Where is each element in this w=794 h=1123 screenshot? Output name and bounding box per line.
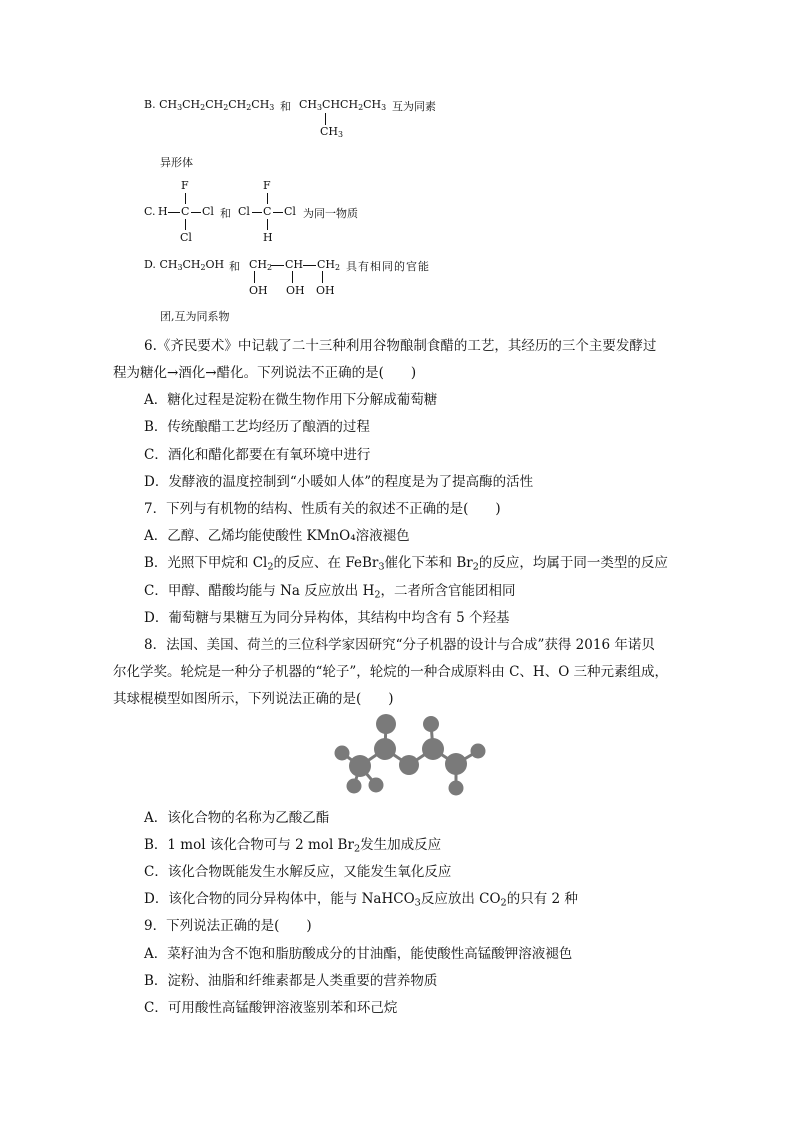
- hydrogen-atom: [369, 778, 384, 793]
- q6-option-a: A．糖化过程是淀粉在微生物作用下分解成葡萄糖: [144, 392, 438, 408]
- q5-option-c-letter: C.: [144, 205, 156, 218]
- model-atoms: [335, 714, 486, 796]
- oxygen-atom: [376, 714, 396, 734]
- q8-option-d: D．该化合物的同分异构体中，能与 NaHCO$_3$反应放出 $CO_2$的只有 2 种: [144, 891, 578, 909]
- atom-cl: Cl: [238, 205, 250, 218]
- q7-option-a: A．乙醇、乙烯均能使酸性 KMnO₄溶液褪色: [144, 528, 410, 544]
- q8-option-a: A．该化合物的名称为乙酸乙酯: [144, 810, 330, 826]
- q7-option-b: B．光照下甲烷和 $Cl_2$的反应、在 FeBr$_3$催化下苯和 $Br_2$的反应，均属于同一类型的反应: [144, 555, 668, 573]
- option-d-tail: 具有相同的官能: [346, 260, 430, 273]
- bond-line: [191, 212, 201, 213]
- and-word: 和: [220, 207, 231, 220]
- and-word: 和: [229, 260, 240, 273]
- bond-line: [325, 113, 326, 125]
- bond-line: [267, 193, 268, 204]
- branch-methyl: $CH_3$: [320, 125, 344, 140]
- q6-option-c: C．酒化和醋化都要在有氧环境中进行: [144, 447, 371, 463]
- q8-stem-line2: 尔化学奖。轮烷是一种分子机器的“轮子”，轮烷的一种合成原料由 C、H、O 三种元素组成，: [113, 664, 669, 680]
- atom-cl: Cl: [284, 205, 296, 218]
- bond-line: [267, 219, 268, 230]
- atom-h: H: [158, 205, 168, 218]
- hydroxyl: OH: [249, 284, 268, 297]
- hydroxyl: OH: [316, 284, 335, 297]
- bond-line: [252, 212, 262, 213]
- option-b-continuation: 异形体: [160, 156, 193, 169]
- bond-line: [168, 212, 180, 213]
- q6-stem-line2: 程为糖化→酒化→醋化。下列说法不正确的是( ): [113, 365, 417, 381]
- atom-c: C: [263, 205, 272, 218]
- ball-and-stick-model: [330, 708, 490, 800]
- and-word: 和: [280, 100, 291, 113]
- q9-option-c: C．可用酸性高锰酸钾溶液鉴别苯和环己烷: [144, 1000, 398, 1016]
- bond-line: [303, 265, 316, 266]
- oxygen-atom: [399, 755, 419, 775]
- bond-line: [322, 271, 323, 283]
- q7-option-d: D．葡萄糖与果糖互为同分异构体，其结构中均含有 5 个羟基: [144, 610, 510, 626]
- carbon-atom: [445, 753, 467, 775]
- atom-f: F: [263, 179, 271, 192]
- q7-option-c: C．甲醇、醋酸均能与 Na 反应放出 $H_2$，二者所含官能团相同: [144, 583, 516, 601]
- hydroxyl: OH: [286, 284, 305, 297]
- hydrogen-atom: [423, 716, 439, 732]
- option-c-tail: 为同一物质: [303, 207, 358, 220]
- carbon-atom: [374, 738, 396, 760]
- ethanol-formula: $CH_3CH_2OH$: [159, 258, 225, 273]
- q6-option-b: B．传统酿醋工艺均经历了酿酒的过程: [144, 419, 370, 435]
- q7-stem: 7．下列与有机物的结构、性质有关的叙述不正确的是( ): [144, 501, 501, 517]
- bond-line: [185, 193, 186, 204]
- hydrogen-atom: [449, 781, 464, 796]
- q6-option-d: D．发酵液的温度控制到“小暖如人体”的程度是为了提高酶的活性: [144, 474, 534, 490]
- q9-option-a: A．菜籽油为含不饱和脂肪酸成分的甘油酯，能使酸性高锰酸钾溶液褪色: [144, 946, 573, 962]
- q8-stem-line3: 其球棍模型如图所示，下列说法正确的是( ): [113, 691, 394, 707]
- bond-line: [292, 271, 293, 283]
- butane-formula: $CH_3CH_2CH_2CH_2CH_3$: [159, 98, 275, 113]
- q5-option-d: D. $CH_3CH_2OH$: [144, 258, 225, 273]
- bond-line: [254, 271, 255, 283]
- glycerol-ch2: $CH_2$: [317, 258, 341, 273]
- option-b-tail: 互为同素: [392, 100, 436, 113]
- bond-line: [185, 219, 186, 230]
- carbon-atom: [422, 738, 444, 760]
- atom-f: F: [181, 179, 189, 192]
- hydrogen-atom: [471, 744, 486, 759]
- q8-option-b: B．1 mol 该化合物可与 2 mol $Br_2$发生加成反应: [144, 837, 442, 855]
- atom-h: H: [263, 231, 273, 244]
- bond-line: [273, 212, 283, 213]
- atom-cl: Cl: [180, 231, 192, 244]
- q5-option-b: B. $CH_3CH_2CH_2CH_2CH_3$: [144, 98, 275, 113]
- q6-stem-line1: 6.《齐民要术》中记载了二十三种利用谷物酿制食醋的工艺，其经历的三个主要发酵过: [144, 338, 657, 354]
- q9-option-b: B．淀粉、油脂和纤维素都是人类重要的营养物质: [144, 973, 438, 989]
- hydrogen-atom: [347, 779, 362, 794]
- atom-cl: Cl: [202, 205, 214, 218]
- q9-stem: 9．下列说法正确的是( ): [144, 918, 312, 934]
- atom-c: C: [181, 205, 190, 218]
- glycerol-formula: $CH_2$: [249, 258, 273, 273]
- q8-stem-line1: 8．法国、美国、荷兰的三位科学家因研究“分子机器的设计与合成”获得 2016 年诺贝: [144, 637, 655, 653]
- isobutane-formula: $CH_3CHCH_2CH_3$: [299, 98, 387, 113]
- glycerol-ch: CH: [285, 258, 304, 271]
- bond-line: [271, 265, 284, 266]
- q8-option-c: C．该化合物既能发生水解反应，又能发生氧化反应: [144, 864, 452, 880]
- hydrogen-atom: [335, 746, 350, 761]
- carbon-atom: [349, 755, 371, 777]
- option-d-continuation: 团,互为同系物: [160, 310, 230, 323]
